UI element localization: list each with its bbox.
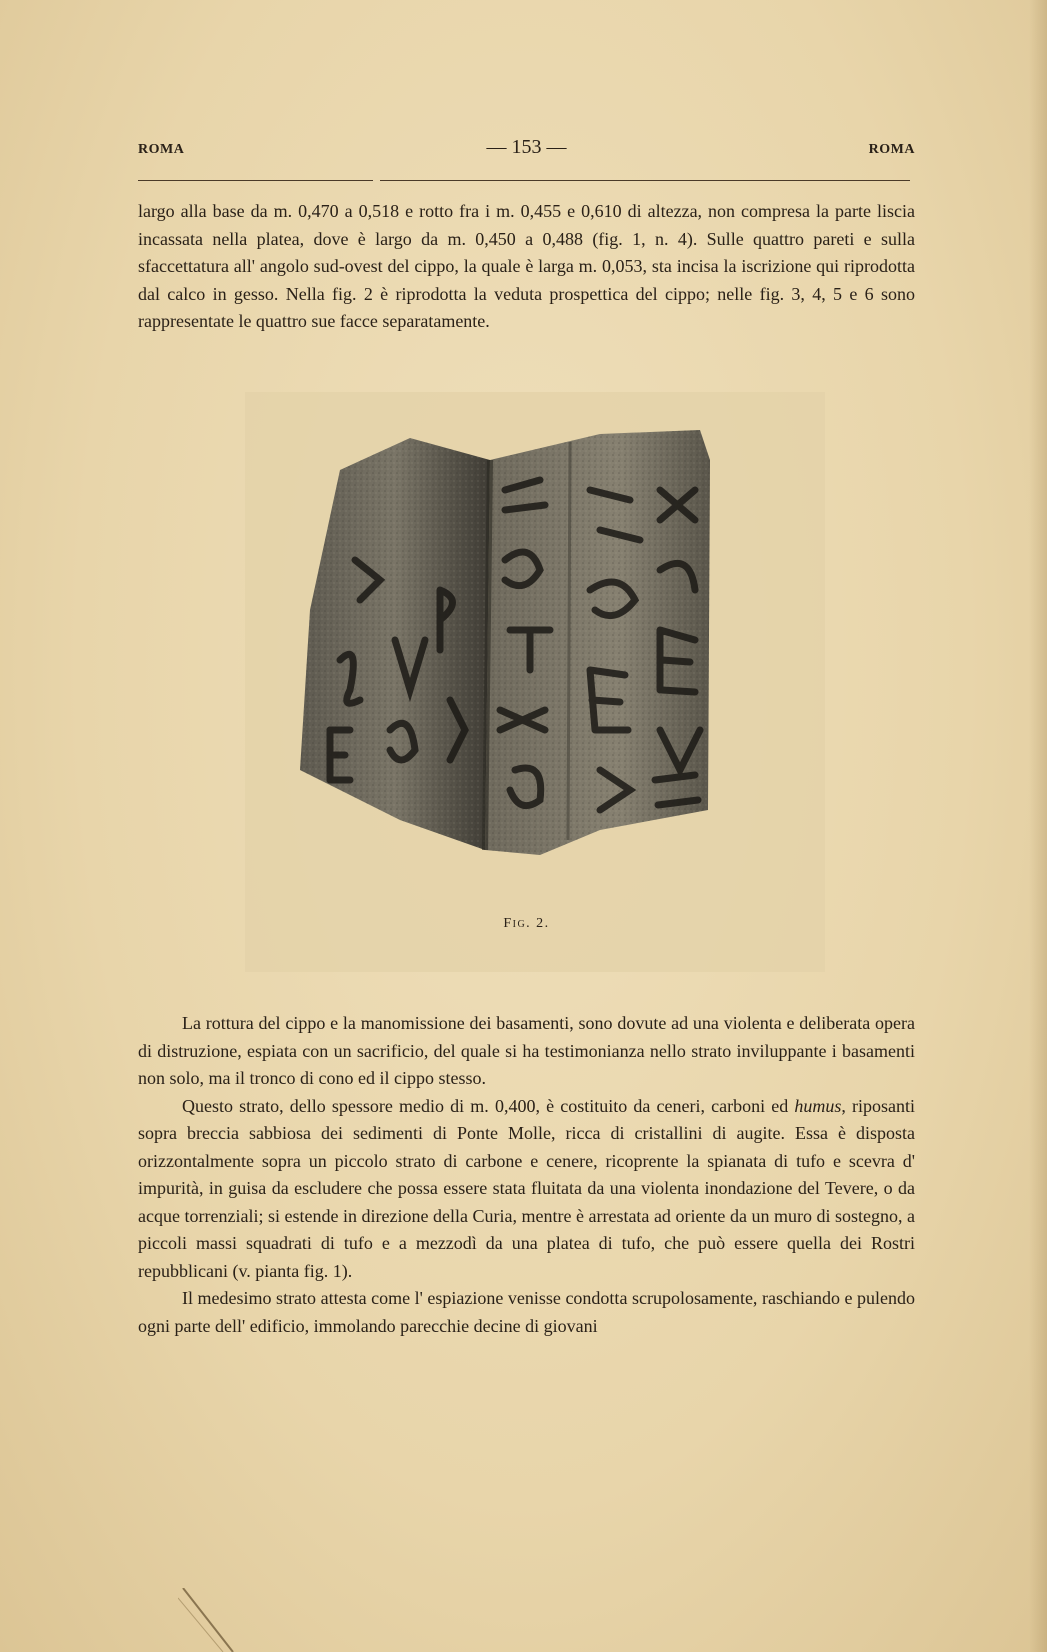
running-head-left: ROMA [138,142,185,157]
paragraph-1: La rottura del cippo e la manomissione dei basamenti, sono dovute ad una violenta e deliberata opera di distruzione, espiata con un sacrificio, del quale si ha testimonianza nello strato inviluppante i basamenti non solo, ma il tronco di cono ed il cippo stesso. [138,1013,915,1088]
paragraph-2 [138,1093,915,1286]
paragraph-3: Il medesimo strato attesta come l' espiazione venisse condotta scrupolosamente, raschiando e pulendo ogni parte dell' edificio, immolando parecchie decine di giovani [138,1288,915,1336]
header-rule-left [138,180,373,181]
top-paragraph: largo alla base da m. 0,470 a 0,518 e rotto fra i m. 0,455 e 0,610 di altezza, non compresa la parte liscia incassata nella platea, dove è largo da m. 0,450 a 0,488 (fig. 1, n. 4). Sulle quattro pareti e sulla sfaccettatura all' angolo sud-ovest del cippo, la quale è larga m. 0,053, sta incisa la iscrizione qui riprodotta dal calco in gesso. Nella fig. 2 è riprodotta la veduta prospettica del cippo; nelle fig. 3, 4, 5 e 6 sono rappresentate le quattro sue facce separatamente. [138,201,915,331]
paragraph-2-emphasis: humus [794,1095,842,1116]
paper-crease-mark [178,1588,238,1652]
paragraph-2-end: , riposanti sopra breccia sabbiosa dei sedimenti di Ponte Molle, ricca di cristallini di augite. Essa è disposta orizzontalmente sopra un piccolo strato di carbone e cenere, ricoprente la spianata di tufo e scevra d' impurità, in guisa da escludere che possa essere stata fluitata da una violenta inondazione del Tevere, o da acque torrenziali; si estende in direzione della Curia, mentre è arrestata ad oriente da un muro di sostegno, a piccoli massi squadrati di tufo e a mezzodì da una platea di tufo, che può essere quella dei Rostri repubblicani (v. pianta fig. 1). [138,1095,915,1281]
running-head [138,136,915,158]
paragraph-2-start: Questo strato, dello spessore medio di m. 0,400, è costituito da ceneri, carboni ed [182,1095,795,1116]
figure-caption: Fig. 2. [503,916,550,931]
running-head-right: ROMA [868,142,915,157]
header-rule-right [380,180,910,181]
inscribed-cippus-photo [300,430,760,880]
page-number: — 153 — [486,136,567,158]
top-text [138,198,915,336]
body-text [138,1010,915,1340]
